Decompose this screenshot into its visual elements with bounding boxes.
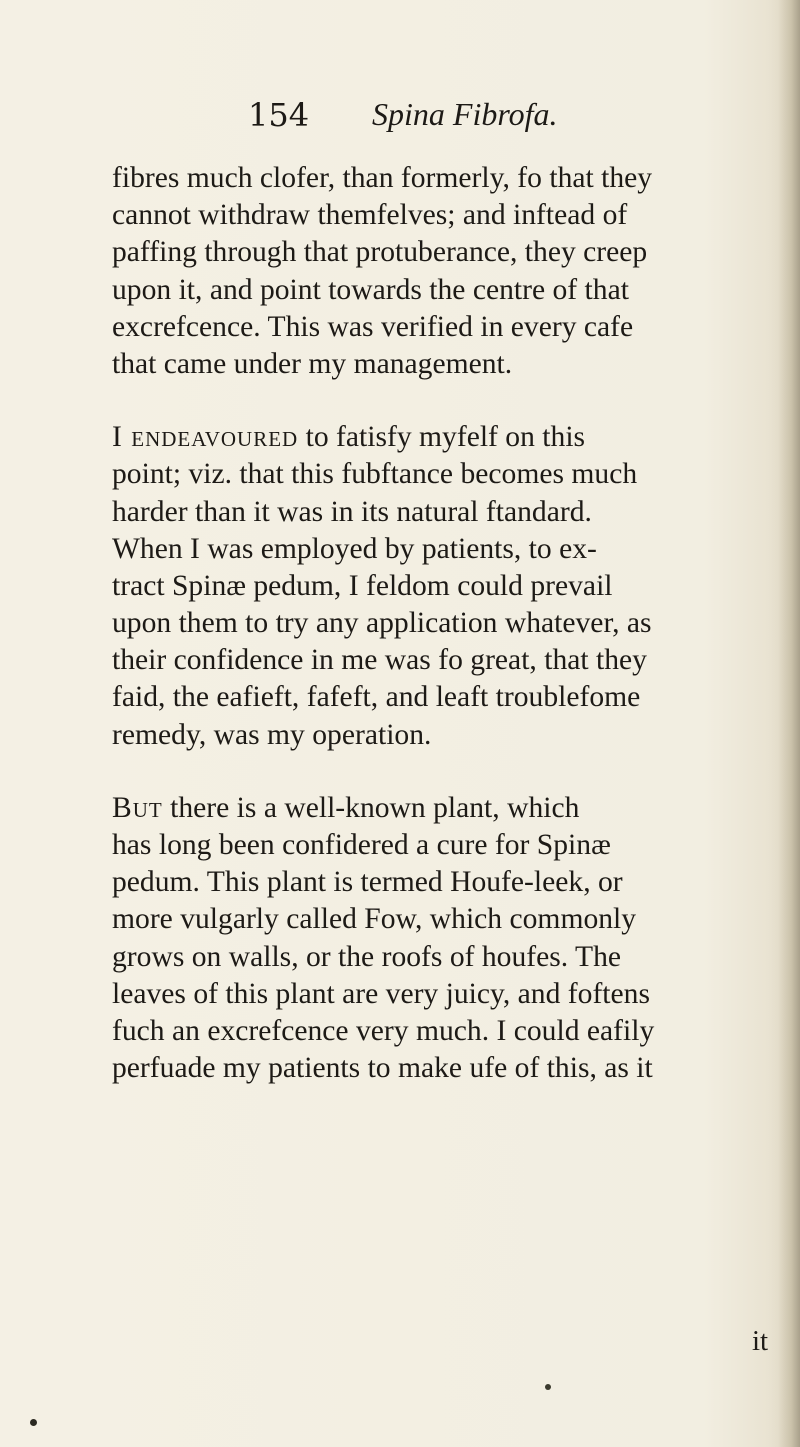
text-line: grows on walls, or the roofs of houfes. The (112, 940, 622, 973)
text-line: harder than it was in its natural ftandard. (112, 495, 592, 528)
paragraph-1 (112, 160, 792, 383)
text-line: remedy, was my operation. (112, 718, 432, 751)
running-title: Spina Fibrofa. (372, 96, 558, 132)
text-line: When I was employed by patients, to ex- (112, 532, 597, 565)
paragraph-lead: But (112, 791, 163, 824)
paragraph-lead: I endeavoured (112, 421, 299, 454)
text-line: excrefcence. This was verified in every cafe (112, 310, 634, 343)
text-line: leaves of this plant are very juicy, and foftens (112, 977, 650, 1010)
text-line: that came under my management. (112, 347, 513, 380)
text-line-rest: to fatisfy myfelf on this (298, 421, 586, 454)
text-line: their confidence in me was fo great, that they (112, 644, 647, 677)
ink-speck (545, 1384, 551, 1390)
text-line: point; viz. that this fubftance becomes much (112, 458, 638, 491)
text-line: upon it, and point towards the centre of that (112, 273, 629, 306)
text-line: has long been confidered a cure for Spinæ (112, 829, 611, 861)
ink-speck (30, 1419, 37, 1426)
text-line: paffing through that protuberance, they creep (112, 236, 648, 269)
text-line: fibres much clofer, than formerly, fo that they (112, 162, 653, 194)
text-line: more vulgarly called Fow, which commonly (112, 903, 637, 936)
text-line: faid, the eafieft, fafeft, and leaft troublefome (112, 681, 641, 714)
page-number: 154 (248, 96, 310, 134)
body-text (112, 160, 792, 1087)
text-line-rest: there is a well-known plant, which (162, 791, 580, 824)
paragraph-2 (112, 419, 792, 754)
text-line (112, 790, 792, 827)
catchword: it (752, 1325, 769, 1357)
paragraph-3 (112, 790, 792, 1088)
text-line: pedum. This plant is termed Houfe-leek, or (112, 866, 623, 899)
text-line: upon them to try any application whatever, as (112, 607, 652, 640)
text-line (112, 419, 792, 456)
text-line: cannot withdraw themfelves; and inftead of (112, 199, 628, 232)
page-header (0, 96, 800, 146)
text-line: fuch an excrefcence very much. I could eafily (112, 1014, 655, 1047)
text-line: perfuade my patients to make ufe of this, as it (112, 1052, 653, 1085)
text-line: tract Spinæ pedum, I feldom could prevail (112, 569, 613, 602)
